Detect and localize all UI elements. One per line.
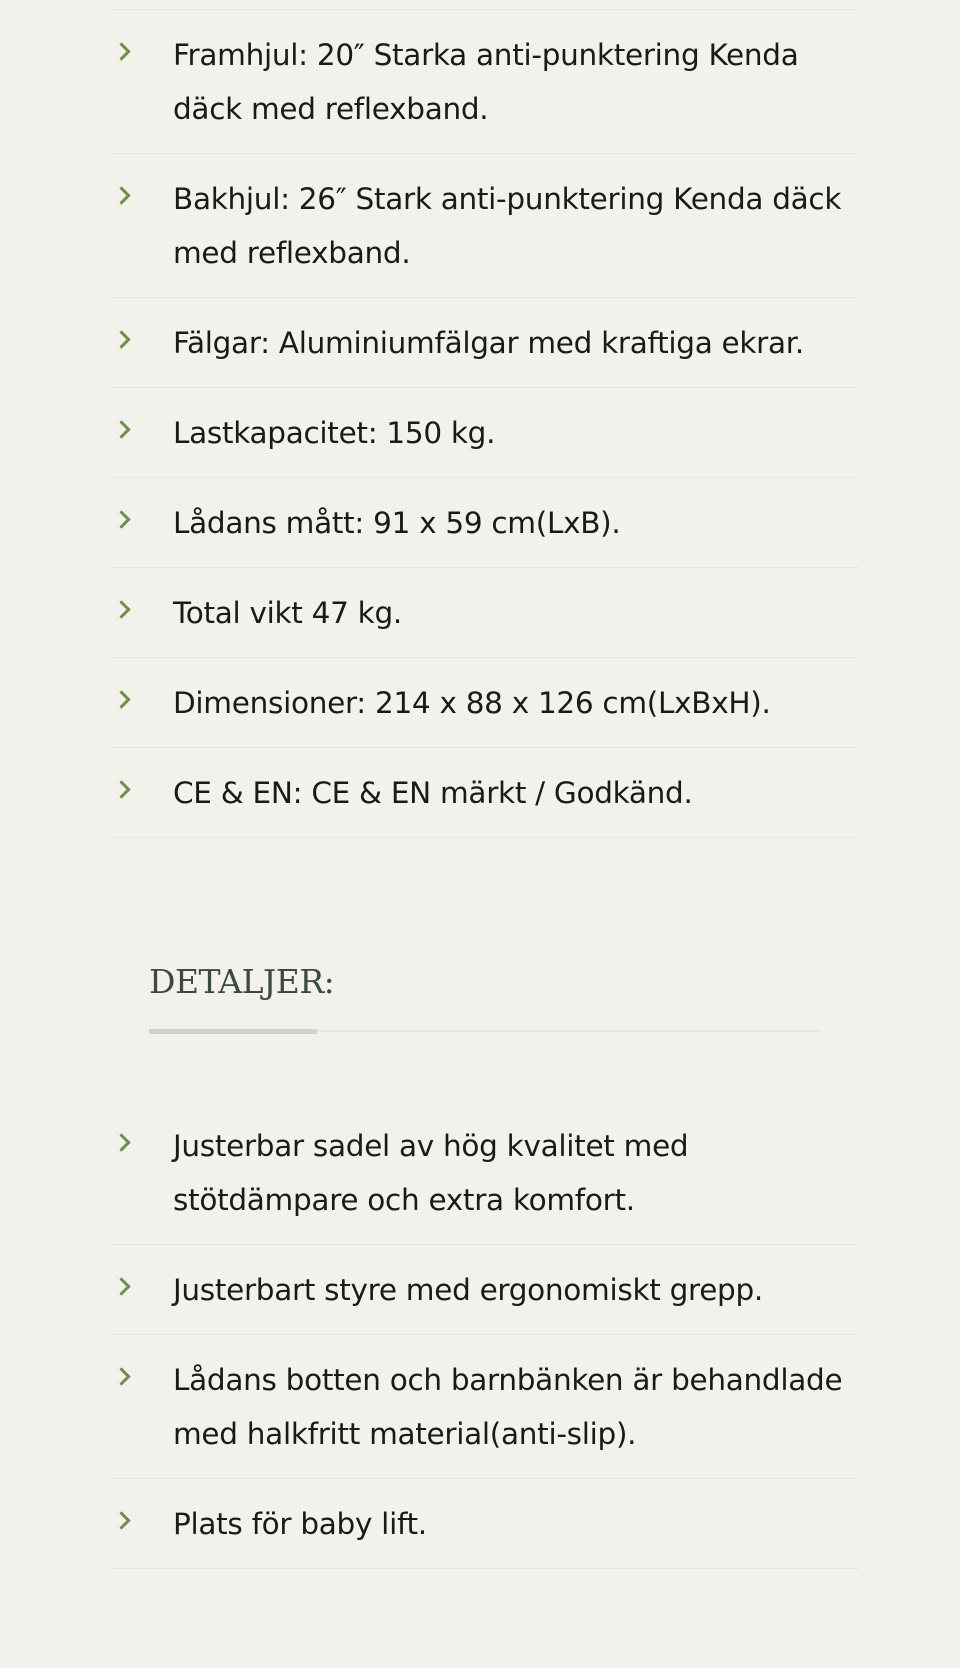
chevron-right-icon bbox=[112, 42, 130, 60]
list-item bbox=[111, 154, 858, 298]
list-item-text: Total vikt 47 kg. bbox=[173, 596, 402, 630]
list-item-text: Plats för baby lift. bbox=[173, 1507, 427, 1541]
list-item-text: CE & EN: CE & EN märkt / Godkänd. bbox=[173, 776, 693, 810]
list-item-text: Lastkapacitet: 150 kg. bbox=[173, 416, 496, 450]
chevron-right-icon bbox=[112, 510, 130, 528]
specifications-list bbox=[111, 10, 858, 838]
list-item bbox=[111, 10, 858, 154]
list-item-text: Lådans botten och barnbänken är behandlade med halkfritt material(anti-slip). bbox=[173, 1363, 843, 1451]
chevron-right-icon bbox=[112, 186, 130, 204]
list-item bbox=[111, 1101, 858, 1245]
list-item bbox=[111, 568, 858, 658]
list-item-text: Bakhjul: 26″ Stark anti-punktering Kenda däck med reflexband. bbox=[173, 182, 842, 270]
list-item bbox=[111, 478, 858, 568]
chevron-right-icon bbox=[112, 600, 130, 618]
chevron-right-icon bbox=[112, 1367, 130, 1385]
list-item bbox=[111, 1335, 858, 1479]
chevron-right-icon bbox=[112, 420, 130, 438]
chevron-right-icon bbox=[112, 780, 130, 798]
list-item-text: Justerbar sadel av hög kvalitet med stötdämpare och extra komfort. bbox=[173, 1129, 689, 1217]
list-item-text: Lådans mått: 91 x 59 cm(LxB). bbox=[173, 506, 621, 540]
chevron-right-icon bbox=[112, 1133, 130, 1151]
list-item-text: Fälgar: Aluminiumfälgar med kraftiga ekrar. bbox=[173, 326, 804, 360]
chevron-right-icon bbox=[112, 1277, 130, 1295]
list-item bbox=[111, 658, 858, 748]
list-item bbox=[111, 298, 858, 388]
list-item-text: Dimensioner: 214 x 88 x 126 cm(LxBxH). bbox=[173, 686, 771, 720]
list-item bbox=[111, 388, 858, 478]
list-item-text: Framhjul: 20″ Starka anti-punktering Kenda däck med reflexband. bbox=[173, 38, 799, 126]
list-item bbox=[111, 1479, 858, 1569]
list-item-text: Justerbart styre med ergonomiskt grepp. bbox=[173, 1273, 763, 1307]
list-item bbox=[111, 1245, 858, 1335]
chevron-right-icon bbox=[112, 1511, 130, 1529]
details-list bbox=[111, 1101, 858, 1569]
list-item bbox=[111, 748, 858, 838]
heading-underline bbox=[149, 1029, 317, 1034]
chevron-right-icon bbox=[112, 330, 130, 348]
chevron-right-icon bbox=[112, 690, 130, 708]
section-heading-details: DETALJER: bbox=[149, 962, 335, 1001]
